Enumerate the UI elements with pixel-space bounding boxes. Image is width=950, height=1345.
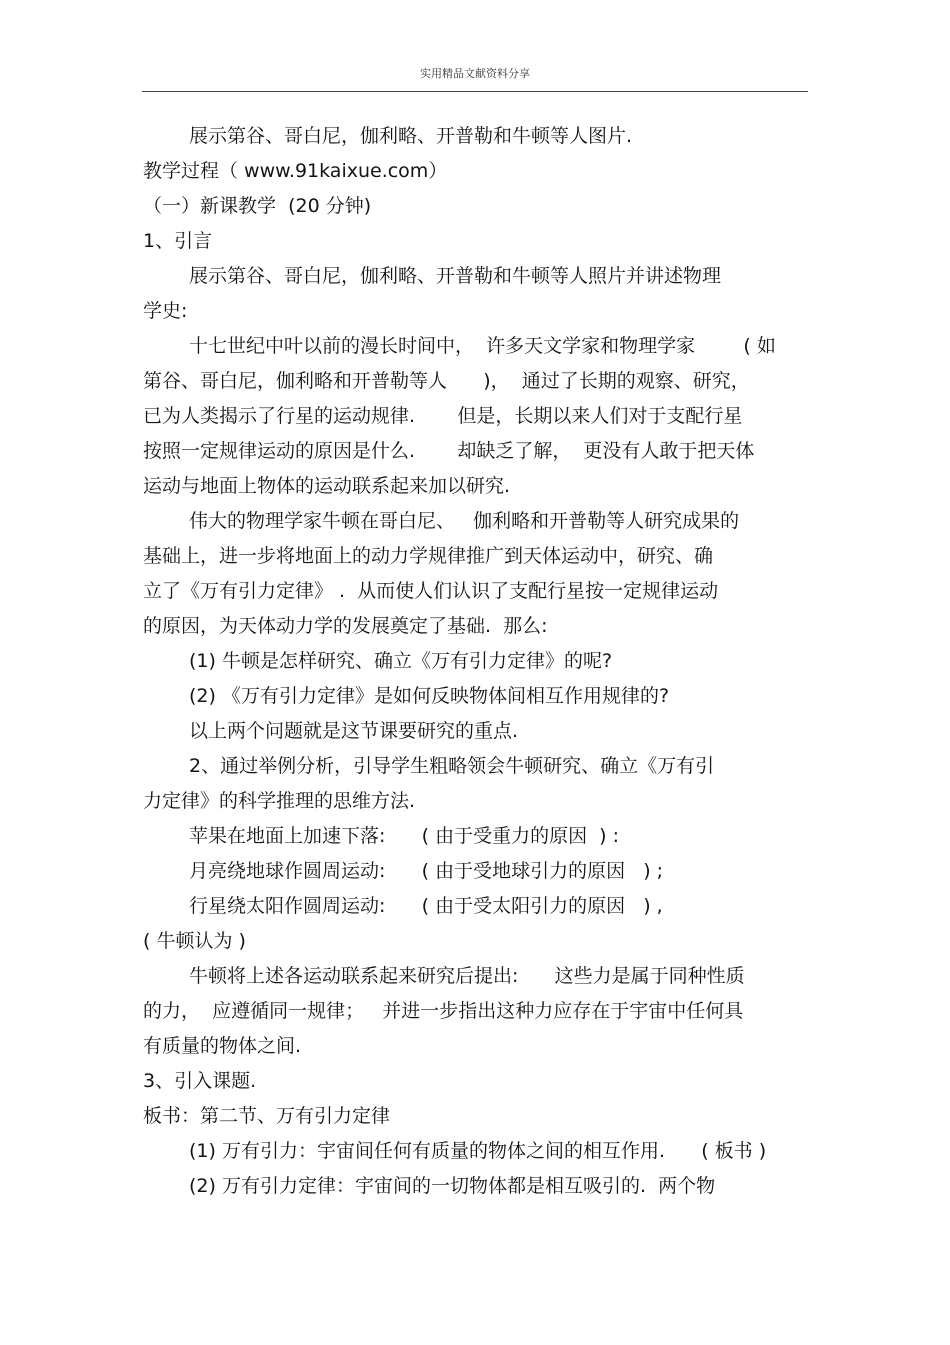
page-header: 实用精品文献资料分享: [420, 67, 530, 80]
document-body: [143, 119, 813, 1204]
text-line: 力定律》的科学推理的思维方法.: [143, 790, 416, 812]
text-line: ( 牛顿认为 ): [143, 930, 246, 952]
text-line: (1) 万有引力：宇宙间任何有质量的物体之间的相互作用. ( 板书 ): [189, 1140, 767, 1162]
header-divider: [142, 91, 808, 92]
text-line: 立了《万有引力定律》 . 从而使人们认识了支配行星按一定规律运动: [143, 580, 719, 602]
text-line: 的原因，为天体动力学的发展奠定了基础. 那么:: [143, 615, 548, 637]
text-line: 2、通过举例分析，引导学生粗略领会牛顿研究、确立《万有引: [189, 755, 715, 777]
text-line: 十七世纪中叶以前的漫长时间中， 许多天文学家和物理学家 ( 如: [189, 335, 776, 357]
text-line: (1) 牛顿是怎样研究、确立《万有引力定律》的呢?: [189, 650, 613, 672]
text-line: 教学过程（ www.91kaixue.com）: [143, 160, 448, 182]
text-line: 牛顿将上述各运动联系起来研究后提出: 这些力是属于同种性质: [189, 965, 745, 987]
text-line: 板书：第二节、万有引力定律: [143, 1105, 391, 1127]
text-line: 有质量的物体之间.: [143, 1035, 302, 1057]
text-line: （一）新课教学 (20 分钟): [143, 195, 372, 217]
text-line: (2) 《万有引力定律》是如何反映物体间相互作用规律的?: [189, 685, 670, 707]
text-line: 3、引入课题.: [143, 1070, 257, 1092]
text-line: 伟大的物理学家牛顿在哥白尼、 伽利略和开普勒等人研究成果的: [189, 510, 740, 532]
text-line: 的力， 应遵循同一规律； 并进一步指出这种力应存在于宇宙中任何具: [143, 1000, 744, 1022]
text-line: 基础上，进一步将地面上的动力学规律推广到天体运动中，研究、确: [143, 545, 714, 567]
text-line: 1、引言: [143, 230, 213, 252]
text-line: 运动与地面上物体的运动联系起来加以研究.: [143, 475, 511, 497]
text-line: 已为人类揭示了行星的运动规律. 但是，长期以来人们对于支配行星: [143, 405, 743, 427]
text-line: 第谷、哥白尼，伽利略和开普勒等人 )， 通过了长期的观察、研究，: [143, 370, 750, 392]
text-line: 展示第谷、哥白尼，伽利略、开普勒和牛顿等人图片.: [189, 125, 633, 147]
text-line: (2) 万有引力定律：宇宙间的一切物体都是相互吸引的. 两个物: [189, 1175, 716, 1197]
text-line: 月亮绕地球作圆周运动: ( 由于受地球引力的原因 ) ;: [189, 860, 664, 882]
text-line: 苹果在地面上加速下落: ( 由于受重力的原因 ) :: [189, 825, 620, 847]
text-line: 以上两个问题就是这节课要研究的重点.: [189, 720, 519, 742]
text-line: 按照一定规律运动的原因是什么. 却缺乏了解， 更没有人敢于把天体: [143, 440, 755, 462]
text-line: 行星绕太阳作圆周运动: ( 由于受太阳引力的原因 ) ,: [189, 895, 663, 917]
text-line: 学史:: [143, 300, 188, 322]
text-line: 展示第谷、哥白尼，伽利略、开普勒和牛顿等人照片并讲述物理: [189, 265, 722, 287]
